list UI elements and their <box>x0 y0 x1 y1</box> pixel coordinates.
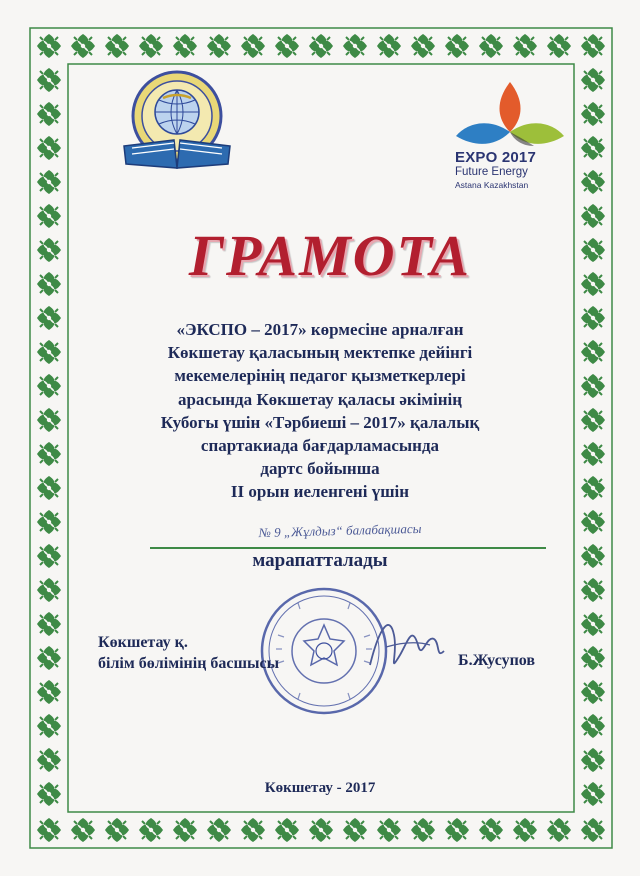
expo-title: EXPO 2017 <box>455 149 537 166</box>
body-line: дартс бойынша <box>260 459 380 479</box>
border-ornament <box>445 34 469 58</box>
award-reason-text <box>105 318 535 504</box>
border-ornament <box>581 476 605 500</box>
border-ornament <box>207 818 231 842</box>
border-ornament <box>37 748 61 772</box>
education-department-emblem <box>118 68 236 176</box>
border-ornament <box>37 510 61 534</box>
border-ornament <box>275 818 299 842</box>
signatory-line-2: білім бөлімінің басшысы <box>98 655 280 672</box>
border-ornament <box>581 578 605 602</box>
border-ornament <box>581 714 605 738</box>
expo-subtitle: Future Energy <box>455 166 528 178</box>
border-ornament <box>37 818 61 842</box>
border-ornament <box>37 476 61 500</box>
border-ornament <box>71 34 95 58</box>
border-ornament <box>581 374 605 398</box>
border-ornament <box>581 818 605 842</box>
signatory-line-1: Көкшетау қ. <box>98 634 188 651</box>
border-ornament <box>309 34 333 58</box>
border-ornament <box>343 34 367 58</box>
body-line: II орын иеленгені үшін <box>230 482 410 502</box>
border-ornament <box>581 34 605 58</box>
border-ornament <box>581 612 605 636</box>
border-ornament <box>37 272 61 296</box>
border-ornament <box>581 544 605 568</box>
border-ornament <box>513 34 537 58</box>
border-ornament <box>479 818 503 842</box>
border-ornament <box>547 34 571 58</box>
border-ornament <box>411 34 435 58</box>
border-ornament <box>37 136 61 160</box>
body-line: мекемелерінің педагог қызметкерлері <box>174 366 466 386</box>
border-ornament <box>37 170 61 194</box>
border-ornament <box>37 306 61 330</box>
border-ornament <box>37 442 61 466</box>
border-ornament <box>581 170 605 194</box>
border-ornament <box>37 102 61 126</box>
body-line: Кубогы үшін «Тәрбиеші – 2017» қалалық <box>160 412 480 432</box>
border-ornament <box>37 578 61 602</box>
border-ornament <box>581 408 605 432</box>
signatory-name: Б.Жусупов <box>458 652 536 669</box>
border-ornament <box>275 34 299 58</box>
expo-location: Astana Kazakhstan <box>455 179 529 190</box>
awarded-label: марапатталады <box>252 550 388 571</box>
border-ornament <box>105 818 129 842</box>
certificate-title: ГРАМОТА <box>189 223 471 288</box>
border-ornament <box>377 34 401 58</box>
border-ornament <box>581 510 605 534</box>
border-ornament <box>173 818 197 842</box>
border-ornament <box>37 680 61 704</box>
border-ornament <box>37 782 61 806</box>
handwritten-recipient: № 9 „Жұлдыз“ балабақшасы <box>258 520 422 541</box>
border-ornament <box>445 818 469 842</box>
footer-city-year: Көкшетау - 2017 <box>264 780 376 796</box>
border-ornament <box>37 612 61 636</box>
border-ornament <box>309 818 333 842</box>
border-ornament <box>37 238 61 262</box>
border-ornament <box>241 818 265 842</box>
border-ornament <box>139 34 163 58</box>
border-ornament <box>37 68 61 92</box>
border-ornament <box>581 782 605 806</box>
border-ornament <box>581 238 605 262</box>
border-ornament <box>581 272 605 296</box>
expo-text-block <box>455 150 575 189</box>
border-ornament <box>581 680 605 704</box>
border-ornament <box>37 204 61 228</box>
border-ornament <box>581 68 605 92</box>
border-ornament <box>581 748 605 772</box>
border-ornament <box>581 646 605 670</box>
border-ornament <box>411 818 435 842</box>
border-ornament <box>71 818 95 842</box>
border-ornament <box>37 544 61 568</box>
body-line: арасында Көкшетау қаласы әкімінің <box>177 389 463 409</box>
border-ornament <box>241 34 265 58</box>
border-ornament <box>581 102 605 126</box>
border-ornament <box>513 818 537 842</box>
recipient-underline <box>150 547 546 549</box>
border-ornament <box>37 340 61 364</box>
body-line: Көкшетау қаласының мектепке дейінгі <box>167 343 473 363</box>
border-ornament <box>37 714 61 738</box>
border-ornament <box>37 646 61 670</box>
body-line: «ЭКСПО – 2017» көрмесіне арналған <box>176 320 464 339</box>
border-ornament <box>581 204 605 228</box>
border-ornament <box>37 34 61 58</box>
signatory-position <box>98 632 279 674</box>
border-ornament <box>37 374 61 398</box>
border-ornament <box>173 34 197 58</box>
border-ornament <box>207 34 231 58</box>
signature-icon <box>360 605 450 685</box>
border-ornament <box>479 34 503 58</box>
border-ornament <box>377 818 401 842</box>
border-ornament <box>581 136 605 160</box>
border-ornament <box>37 408 61 432</box>
border-ornament <box>581 340 605 364</box>
border-ornament <box>547 818 571 842</box>
border-ornament <box>581 442 605 466</box>
border-ornament <box>343 818 367 842</box>
border-ornament <box>139 818 163 842</box>
body-line: спартакиада бағдарламасында <box>200 436 440 456</box>
border-ornament <box>581 306 605 330</box>
border-ornament <box>105 34 129 58</box>
